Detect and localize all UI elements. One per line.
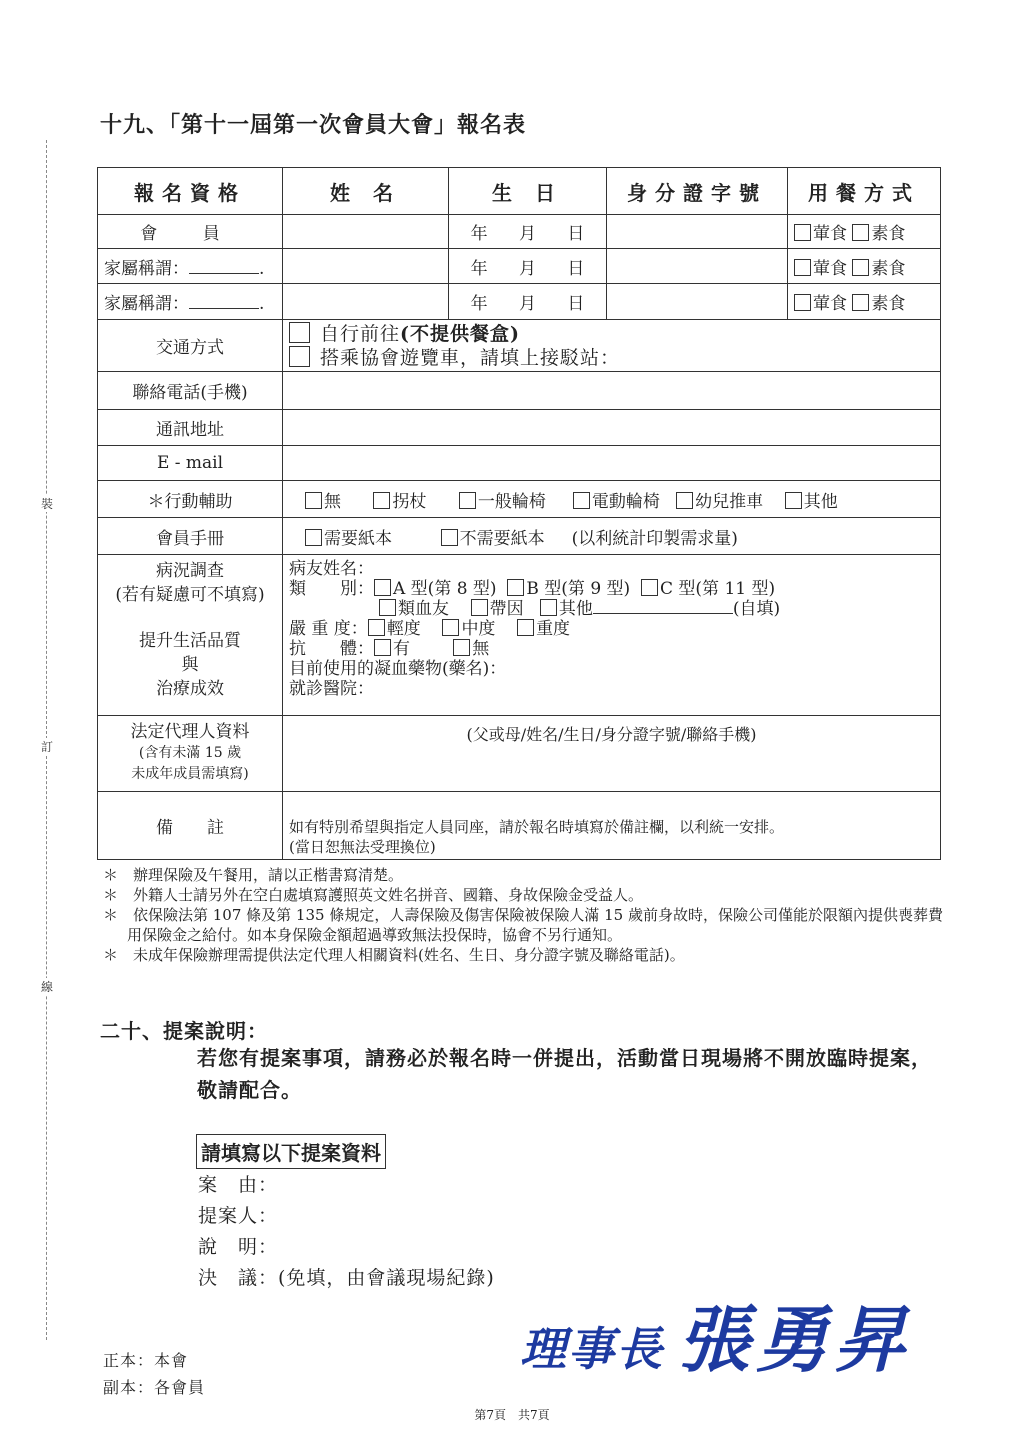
- transport-options: 自行前往(不提供餐盒) 搭乘協會遊覽車，請填上接駁站：: [283, 320, 941, 372]
- meal-veg-checkbox[interactable]: [852, 294, 869, 311]
- header-row: [98, 168, 941, 215]
- binding-mark-3: 線: [38, 978, 56, 995]
- handbook-row: [98, 518, 941, 555]
- remarks-label: 備 註: [98, 792, 283, 860]
- guardian-label: 法定代理人資料 (含有未滿 15 歲 未成年成員需填寫): [98, 716, 283, 792]
- carbon-copy: 副本：各會員: [103, 1378, 206, 1397]
- email-input-cell[interactable]: [283, 446, 941, 481]
- meal-meat-checkbox[interactable]: [794, 259, 811, 276]
- member-label: 會 員: [98, 215, 283, 249]
- member-id-cell[interactable]: [607, 215, 788, 249]
- family2-birthday-cell[interactable]: 年 月 日: [449, 284, 607, 320]
- guardian-input-cell[interactable]: [283, 716, 941, 792]
- proposal-description-field[interactable]: 說 明：: [198, 1236, 279, 1258]
- header-id-number: 身分證字號: [607, 168, 788, 215]
- meal-meat-checkbox[interactable]: [794, 294, 811, 311]
- family1-id-cell[interactable]: [607, 249, 788, 284]
- mobility-none-checkbox[interactable]: [305, 492, 322, 509]
- mobility-other-checkbox[interactable]: [785, 492, 802, 509]
- transport-label: 交通方式: [98, 320, 283, 372]
- disease-survey: 病友姓名： 類 別： A 型(第 8 型) B 型(第 9 型) C 型(第 11 型) 類血友 帶因 其他 (自填) 嚴 重 度： 輕度 中度 重度 抗 體： 有 無 目前使用的凝血藥物(藥名)： 就診醫院：: [283, 555, 941, 716]
- severity-severe-checkbox[interactable]: [517, 619, 534, 636]
- severity-moderate-checkbox[interactable]: [442, 619, 459, 636]
- phone-input-cell[interactable]: [283, 372, 941, 410]
- family1-name-cell[interactable]: [283, 249, 449, 284]
- disease-label: 病況調查 (若有疑慮可不填寫) 提升生活品質 與 治療成效: [98, 555, 283, 716]
- family1-birthday-cell[interactable]: 年 月 日: [449, 249, 607, 284]
- handbook-note: (以利統計印製需求量): [571, 528, 738, 549]
- binding-mark-1: 裝: [38, 495, 56, 512]
- chairman-signature: [520, 1282, 912, 1386]
- family1-meal-cell: 葷食 素食: [788, 249, 941, 284]
- proposal-box-title: 請填寫以下提案資料: [196, 1134, 386, 1169]
- antibody-no-checkbox[interactable]: [453, 639, 470, 656]
- severity-mild-checkbox[interactable]: [368, 619, 385, 636]
- family2-meal-cell: 葷食 素食: [788, 284, 941, 320]
- member-meal-cell: 葷食 素食: [788, 215, 941, 249]
- family-relation-blank[interactable]: [189, 294, 259, 309]
- type-a-checkbox[interactable]: [374, 579, 391, 596]
- mobility-cane-checkbox[interactable]: [373, 492, 390, 509]
- family-row-1: [98, 249, 941, 284]
- remarks-row: [98, 792, 941, 860]
- bus-checkbox[interactable]: [289, 346, 310, 367]
- type-carrier-checkbox[interactable]: [471, 599, 488, 616]
- mobility-wheelchair-checkbox[interactable]: [459, 492, 476, 509]
- remarks-cell[interactable]: 如有特別希望與指定人員同座，請於報名時填寫於備註欄，以利統一安排。 (當日恕無法受理換位): [283, 792, 941, 860]
- guardian-row: [98, 716, 941, 792]
- phone-label: 聯絡電話(手機): [98, 372, 283, 410]
- section-20-title: 二十、提案說明：: [100, 1019, 268, 1043]
- member-name-cell[interactable]: [283, 215, 449, 249]
- type-c-checkbox[interactable]: [641, 579, 658, 596]
- address-label: 通訊地址: [98, 410, 283, 446]
- note-4: ＊ 未成年保險辦理需提供法定代理人相關資料(姓名、生日、身分證字號及聯絡電話)。: [103, 946, 685, 964]
- handbook-no-paper-checkbox[interactable]: [441, 529, 458, 546]
- binding-mark-2: 訂: [38, 738, 56, 755]
- mobility-row: [98, 481, 941, 518]
- meal-veg-checkbox[interactable]: [852, 224, 869, 241]
- family-label-2: 家屬稱謂： .: [98, 284, 283, 320]
- header-qualification: 報名資格: [98, 168, 283, 215]
- email-label: E - mail: [98, 446, 283, 481]
- family2-name-cell[interactable]: [283, 284, 449, 320]
- type-similar-checkbox[interactable]: [379, 599, 396, 616]
- mobility-stroller-checkbox[interactable]: [676, 492, 693, 509]
- member-row: [98, 215, 941, 249]
- hospital-field[interactable]: 就診醫院：: [289, 679, 374, 699]
- note-1: ＊ 辦理保險及午餐用，請以正楷書寫清楚。: [103, 866, 404, 884]
- original-copy: 正本：本會: [103, 1351, 189, 1370]
- antibody-yes-checkbox[interactable]: [374, 639, 391, 656]
- header-birthday: 生 日: [449, 168, 607, 215]
- address-row: [98, 410, 941, 446]
- handbook-label: 會員手冊: [98, 518, 283, 555]
- family-row-2: [98, 284, 941, 320]
- page-number: 第7頁 共7頁: [474, 1408, 550, 1422]
- handbook-paper-checkbox[interactable]: [305, 529, 322, 546]
- mobility-electric-wheelchair-checkbox[interactable]: [573, 492, 590, 509]
- member-birthday-cell[interactable]: 年 月 日: [449, 215, 607, 249]
- header-meal: 用餐方式: [788, 168, 941, 215]
- section-20-body: 若您有提案事項，請務必於報名時一併提出，活動當日現場將不開放臨時提案，敬請配合。: [197, 1046, 932, 1102]
- registration-form-table: [97, 167, 941, 860]
- address-input-cell[interactable]: [283, 410, 941, 446]
- proposal-proposer-field[interactable]: 提案人：: [198, 1205, 279, 1227]
- meal-veg-checkbox[interactable]: [852, 259, 869, 276]
- note-2: ＊ 外籍人士請另外在空白處填寫護照英文姓名拼音、國籍、身故保險金受益人。: [103, 886, 644, 904]
- disease-row: [98, 555, 941, 716]
- note-3: ＊ 依保險法第 107 條及第 135 條規定，人壽保險及傷害保險被保險人滿 15 歲前身故時，保險公司僅能於限額內提供喪葬費用保險金之給付。如本身保險金額超過導致無法投保時，協會不另行通知。: [103, 906, 943, 944]
- email-row: [98, 446, 941, 481]
- proposal-subject-field[interactable]: 案 由：: [198, 1174, 279, 1196]
- mobility-label: ＊行動輔助: [98, 481, 283, 518]
- self-travel-checkbox[interactable]: [289, 322, 310, 343]
- section-19-title: 十九、「第十一屆第一次會員大會」報名表: [100, 112, 527, 138]
- handbook-options: 需要紙本 不需要紙本 (以利統計印製需求量): [283, 518, 941, 555]
- meal-meat-checkbox[interactable]: [794, 224, 811, 241]
- guardian-hint: (父或母/姓名/生日/身分證字號/聯絡手機): [466, 725, 757, 744]
- signature-title: 理事長: [520, 1322, 664, 1376]
- family2-id-cell[interactable]: [607, 284, 788, 320]
- family-label-1: 家屬稱謂： .: [98, 249, 283, 284]
- patient-name-field[interactable]: 病友姓名：: [289, 559, 374, 579]
- type-other-checkbox[interactable]: [540, 599, 557, 616]
- mobility-options: 無 拐杖 一般輪椅 電動輪椅 幼兒推車 其他: [283, 481, 941, 518]
- phone-row: [98, 372, 941, 410]
- transport-row: [98, 320, 941, 372]
- medication-field[interactable]: 目前使用的凝血藥物(藥名)：: [289, 659, 507, 679]
- signature-name: 張勇昇: [677, 1297, 912, 1382]
- family-relation-blank[interactable]: [189, 259, 259, 274]
- proposal-resolution-field: 決 議：(免填，由會議現場紀錄): [198, 1267, 495, 1289]
- type-other-blank[interactable]: [593, 599, 733, 614]
- type-b-checkbox[interactable]: [507, 579, 524, 596]
- notes: [103, 865, 943, 965]
- header-name: 姓 名: [283, 168, 449, 215]
